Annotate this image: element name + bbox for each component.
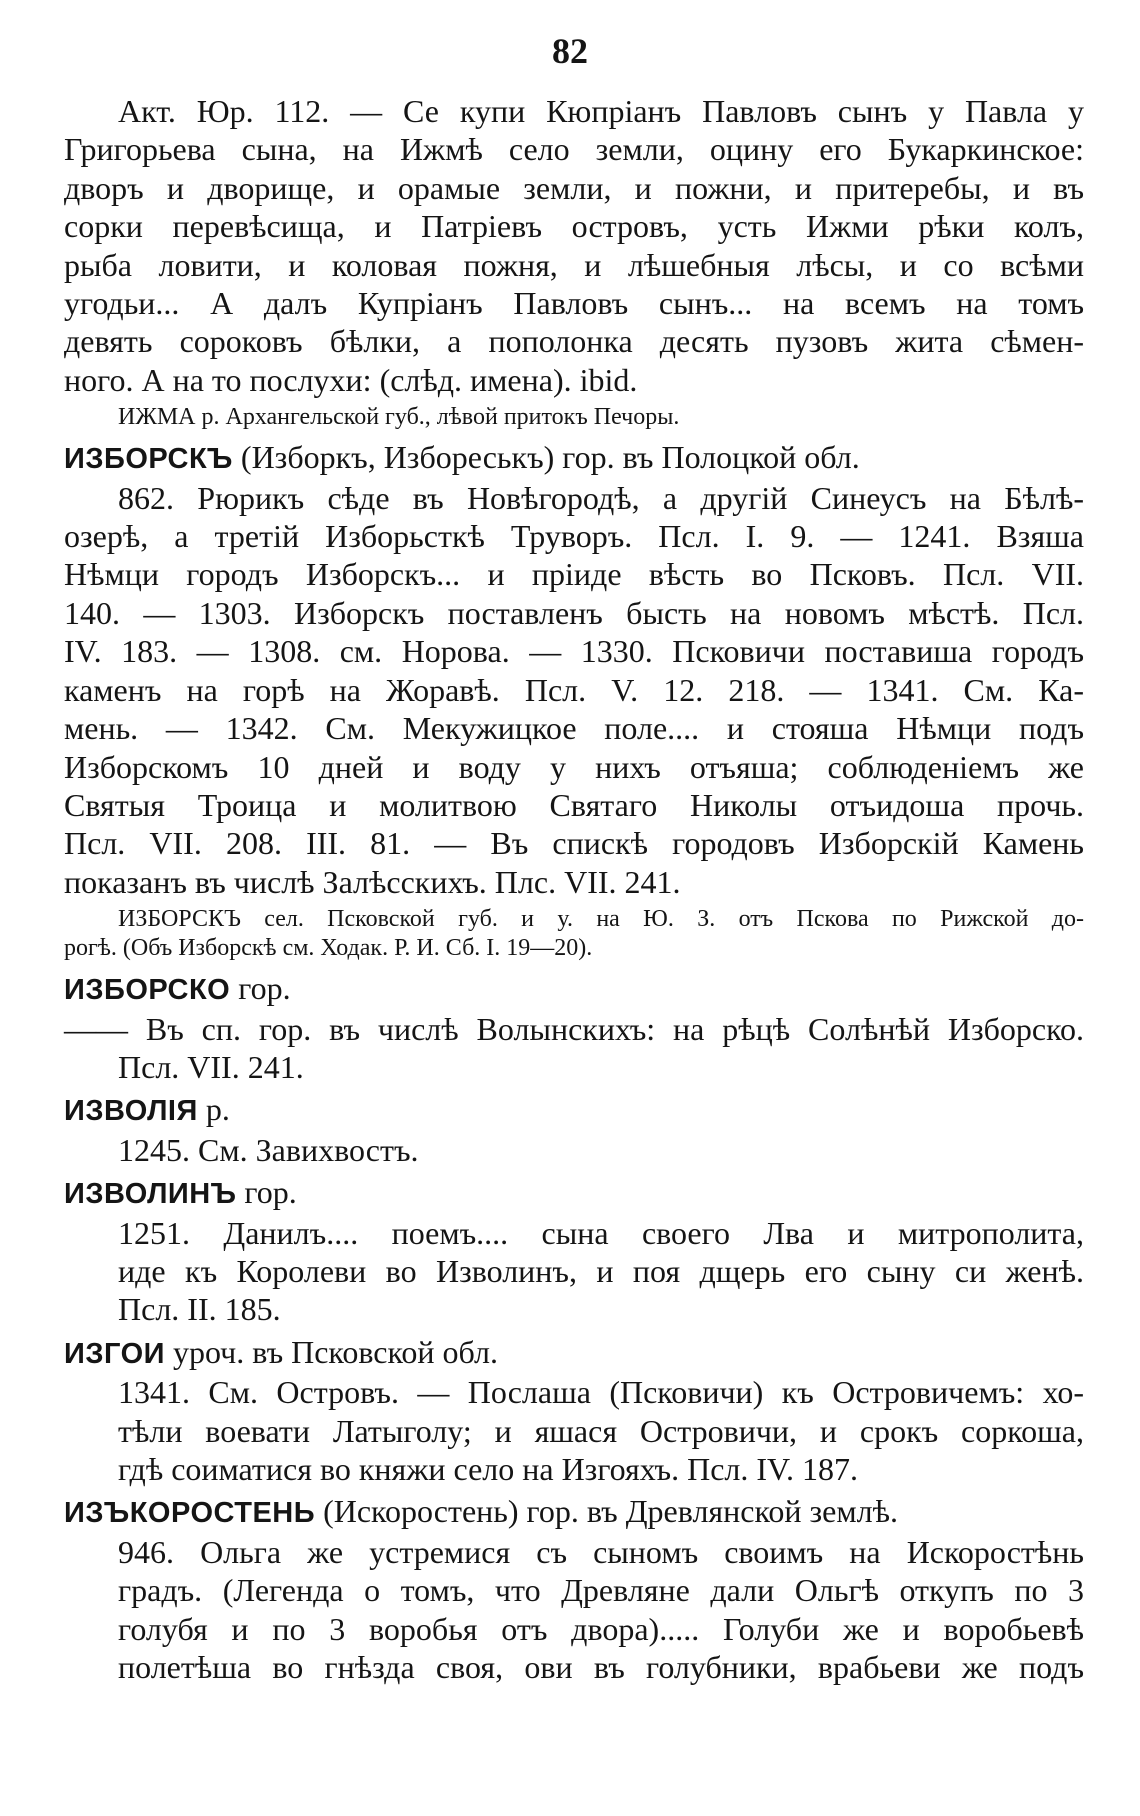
note-line: ИЖМА р. Архангельской губ., лѣвой притокъ Печоры. [118,404,680,431]
entry-heading-description: гор. [238,970,291,1007]
text-line: Псл. VII. 208. III. 81. — Въ спискѣ городовъ Изборскій Камень [64,825,1085,862]
entry-heading [64,1333,1084,1373]
text-line: гдѣ соиматися во княжи село на Изгояхъ. Псл. IV. 187. [118,1451,858,1487]
text-line: мень. — 1342. См. Мекужицкое поле.... и стояша Нѣмци подъ [64,710,1084,747]
text-line: —— Въ сп. гор. въ числѣ Волынскихъ: на рѣцѣ Солѣнѣй Изборско. [64,1010,1084,1047]
text-line: дворъ и дворище, и орамые земли, и пожни, и притеребы, и въ [64,169,1084,206]
entry-heading-description: р. [205,1091,230,1128]
text-line: иде къ Королеви во Изволинъ, и поя дщерь его сыну си женѣ. [118,1252,1084,1289]
text-line: сорки перевѣсища, и Патріевъ островъ, усть Ижми рѣки колъ, [64,208,1084,245]
text-line: рыба ловити, и коловая пожня, и лѣшебныя лѣсы, и со всѣми [64,246,1084,283]
footnote [64,905,1084,963]
entry-heading-description: уроч. въ Псковской обл. [172,1333,498,1370]
text-line: полетѣша во гнѣзда своя, ови въ голубники, врабьеви же подъ [118,1649,1084,1686]
entry-heading-description: гор. [244,1174,297,1211]
text-line: Нѣмци городъ Изборскъ... и пріиде вѣсть во Псковъ. Псл. VII. [64,556,1084,593]
text-line: каменъ на горѣ на Жоравѣ. Псл. V. 12. 218. — 1341. См. Ка- [64,671,1084,708]
entry-headword: ИЗБОРСКО [64,974,231,1007]
text-line: угодьи... А далъ Купріанъ Павловъ сынъ... на всемъ на томъ [64,285,1084,322]
text-line: Святыя Троица и молитвою Святаго Николы отъидоша прочь. [64,786,1084,823]
text-line: Изборскомъ 10 дней и воду у нихъ отъяша; соблюденіемъ же [64,748,1084,785]
text-line: Акт. Юр. 112. — Се купи Кюпріанъ Павловъ сынъ у Павла у [118,93,1084,129]
text-line: голубя и по 3 воробья отъ двора)..... Голуби же и воробьевѣ [118,1610,1084,1647]
text-line: Псл. II. 185. [118,1291,281,1328]
dictionary-text [64,92,1084,1686]
entry-izvolin [64,1173,1084,1329]
text-line: 1245. См. Завихвостъ. [118,1131,419,1168]
entry-headword: ИЗВОЛИНЪ [64,1178,237,1211]
entry-headword: ИЗБОРСКЪ [64,443,233,476]
entry-heading [64,1492,1084,1532]
text-line: 140. — 1303. Изборскъ поставленъ бысть на новомъ мѣстѣ. Псл. [64,594,1084,631]
entry-izvoliya [64,1090,1084,1169]
footnote [64,403,1084,432]
entry-heading [64,1090,1084,1130]
entry-izhma-continuation [64,92,1084,432]
entry-headword: ИЗГОИ [64,1337,165,1370]
entry-izborsko [64,969,1084,1086]
text-line: 862. Рюрикъ сѣде въ Новѣгородѣ, а другій Синеусъ на Бѣлѣ- [118,479,1084,516]
text-line: тѣли воевати Латыголу; и яшася Островичи, и срокъ соркоша, [118,1412,1084,1449]
entry-izgoi [64,1333,1084,1489]
text-line: 1251. Данилъ.... поемъ.... сына своего Лва и митрополита, [118,1214,1084,1251]
entry-headword: ИЗВОЛІЯ [64,1095,198,1128]
text-line: Григорьева сына, на Ижмѣ село земли, оцину его Букаркинское: [64,131,1084,168]
text-line: Псл. VII. 241. [118,1048,304,1085]
entry-heading [64,1173,1084,1213]
text-line: IV. 183. — 1308. см. Норова. — 1330. Псковичи поставиша городъ [64,633,1084,670]
note-line: рогѣ. (Объ Изборскѣ см. Ходак. Р. И. Сб. I. 19—20). [64,935,593,962]
text-line: озерѣ, а третій Изборьсткѣ Труворъ. Псл. I. 9. — 1241. Взяша [64,518,1084,555]
text-line: девять сороковъ бѣлки, а пополонка десять пузовъ жита сѣмен- [64,323,1084,360]
entry-heading [64,438,1084,478]
entry-izborsk [64,438,1084,963]
entry-heading [64,969,1084,1009]
text-line: показанъ въ числѣ Залѣсскихъ. Плс. VII. 241. [64,863,681,900]
note-line: ИЗБОРСКЪ сел. Псковской губ. и у. на Ю. З. отъ Пскова по Рижской до- [118,906,1084,933]
entry-izkorosten [64,1492,1084,1686]
text-line: 1341. См. Островъ. — Послаша (Псковичи) къ Островичемъ: хо- [118,1374,1084,1411]
text-line: градъ. (Легенда о томъ, что Древляне дали Ольгѣ откупъ по 3 [118,1572,1084,1609]
entry-headword: ИЗЪКОРОСТЕНЬ [64,1497,316,1530]
entry-heading-description: (Искоростень) гор. въ Древлянской землѣ. [323,1493,898,1530]
text-line: ного. А на то послухи: (слѣд. имена). ibid. [64,361,638,398]
entry-heading-description: (Изборкъ, Избореськъ) гор. въ Полоцкой обл. [240,439,860,476]
text-line: 946. Ольга же устремися съ сыномъ своимъ на Искоростѣнь [118,1533,1084,1570]
page-number: 82 [552,31,588,71]
